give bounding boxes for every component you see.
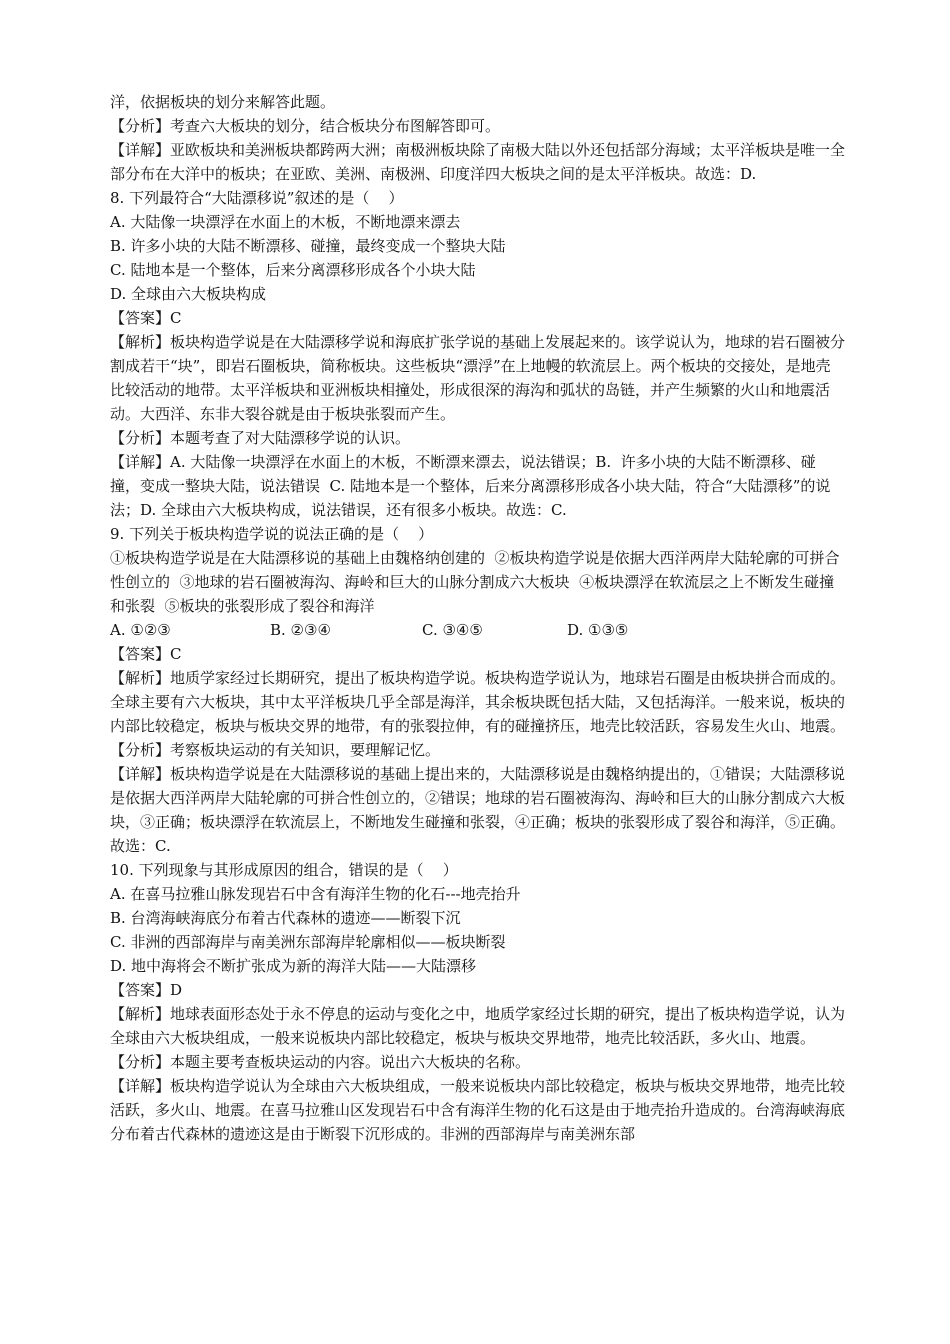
question-9-stem: 9. 下列关于板块构造学说的说法正确的是（ ） xyxy=(110,525,434,543)
explanation-paragraph: 【详解】亚欧板块和美洲板块都跨两大洲；南极洲板块除了南极大陆以外还包括部分海域；太平洋板块是唯一全部分布在大洋中的板块；在亚欧、美洲、南极洲、印度洋四大板块之间的是太平洋板块。故选：D. xyxy=(110,141,846,183)
question-9-option-a: A. ①②③ xyxy=(110,621,171,639)
question-8-parse: 【解析】板块构造学说是在大陆漂移学说和海底扩张学说的基础上发展起来的。该学说认为，地球的岩石圈被分割成若干“块”，即岩石圈板块，简称板块。这些板块“漂浮”在上地幔的软流层上。两个板块的交接处，是地壳比较活动的地带。太平洋板块和亚洲板块相撞处，形成很深的海沟和弧状的岛链，并产生频繁的火山和地震活动。大西洋、东非大裂谷就是由于板块张裂而产生。 xyxy=(110,333,846,423)
document-body xyxy=(110,90,845,1146)
question-10-analysis: 【分析】本题主要考查板块运动的内容。说出六大板块的名称。 xyxy=(110,1053,531,1071)
question-9-statements: ①板块构造学说是在大陆漂移说的基础上由魏格纳创建的 ②板块构造学说是依据大西洋两岸大陆轮廓的可拼合性创立的 ③地球的岩石圈被海沟、海岭和巨大的山脉分割成六大板块 ④板块漂浮在软流层之上不断发生碰撞和张裂 ⑤板块的张裂形成了裂谷和海洋 xyxy=(110,549,840,615)
question-10-option-c: C. 非洲的西部海岸与南美洲东部海岸轮廓相似——板块断裂 xyxy=(110,933,506,951)
question-8-answer: 【答案】C xyxy=(110,309,182,327)
question-10-option-a: A. 在喜马拉雅山脉发现岩石中含有海洋生物的化石---地壳抬升 xyxy=(110,885,521,903)
question-10-option-d: D. 地中海将会不断扩张成为新的海洋大陆——大陆漂移 xyxy=(110,957,477,975)
question-9-answer: 【答案】C xyxy=(110,645,182,663)
question-9-option-c: C. ③④⑤ xyxy=(422,621,483,639)
question-9-options xyxy=(110,618,845,642)
question-8-option-b: B. 许多小块的大陆不断漂移、碰撞，最终变成一个整块大陆 xyxy=(110,237,506,255)
question-9-parse: 【解析】地质学家经过长期研究，提出了板块构造学说。板块构造学说认为，地球岩石圈是由板块拼合而成的。全球主要有六大板块，其中太平洋板块几乎全部是海洋，其余板块既包括大陆，又包括海洋。一般来说，板块的内部比较稳定，板块与板块交界的地带，有的张裂拉伸，有的碰撞挤压，地壳比较活跃，容易发生火山、地震。 xyxy=(110,669,846,735)
question-8-stem: 8. 下列最符合“大陆漂移说”叙述的是（ ） xyxy=(110,189,404,207)
question-9-analysis: 【分析】考察板块运动的有关知识，要理解记忆。 xyxy=(110,741,441,759)
question-10-parse: 【解析】地球表面形态处于永不停息的运动与变化之中，地质学家经过长期的研究，提出了板块构造学说，认为全球由六大板块组成，一般来说板块内部比较稳定，板块与板块交界地带，地壳比较活跃，多火山、地震。 xyxy=(110,1005,846,1047)
question-8-analysis: 【分析】本题考查了对大陆漂移学说的认识。 xyxy=(110,429,411,447)
question-10-stem: 10. 下列现象与其形成原因的组合，错误的是（ ） xyxy=(110,861,458,879)
question-8-option-d: D. 全球由六大板块构成 xyxy=(110,285,267,303)
question-9-option-b: B. ②③④ xyxy=(270,621,331,639)
text-line: 洋，依据板块的划分来解答此题。 xyxy=(110,93,336,111)
question-8-explanation: 【详解】A. 大陆像一块漂浮在水面上的木板，不断漂来漂去，说法错误；B. 许多小块的大陆不断漂移、碰撞，变成一整块大陆，说法错误 C. 陆地本是一个整体，后来分离漂移形成各小块大陆，符合“大陆漂移”的说法；D. 全球由六大板块构成，说法错误，还有很多小板块。故选：C. xyxy=(110,453,831,519)
analysis-paragraph: 【分析】考查六大板块的划分，结合板块分布图解答即可。 xyxy=(110,117,501,135)
question-10-option-b: B. 台湾海峡海底分布着古代森林的遗迹——断裂下沉 xyxy=(110,909,461,927)
question-10-answer: 【答案】D xyxy=(110,981,183,999)
question-8-option-a: A. 大陆像一块漂浮在水面上的木板，不断地漂来漂去 xyxy=(110,213,461,231)
question-9-option-d: D. ①③⑤ xyxy=(567,621,629,639)
question-9-explanation: 【详解】板块构造学说是在大陆漂移说的基础上提出来的，大陆漂移说是由魏格纳提出的，①错误；大陆漂移说是依据大西洋两岸大陆轮廓的可拼合性创立的，②错误；地球的岩石圈被海沟、海岭和巨大的山脉分割成六大板块，③正确；板块漂浮在软流层上，不断地发生碰撞和张裂，④正确；板块的张裂形成了裂谷和海洋，⑤正确。故选：C. xyxy=(110,765,846,855)
question-10-explanation: 【详解】板块构造学说认为全球由六大板块组成，一般来说板块内部比较稳定，板块与板块交界地带，地壳比较活跃，多火山、地震。在喜马拉雅山区发现岩石中含有海洋生物的化石这是由于地壳抬升造成的。台湾海峡海底分布着古代森林的遗迹这是由于断裂下沉形成的。非洲的西部海岸与南美洲东部 xyxy=(110,1077,846,1143)
question-8-option-c: C. 陆地本是一个整体，后来分离漂移形成各个小块大陆 xyxy=(110,261,476,279)
